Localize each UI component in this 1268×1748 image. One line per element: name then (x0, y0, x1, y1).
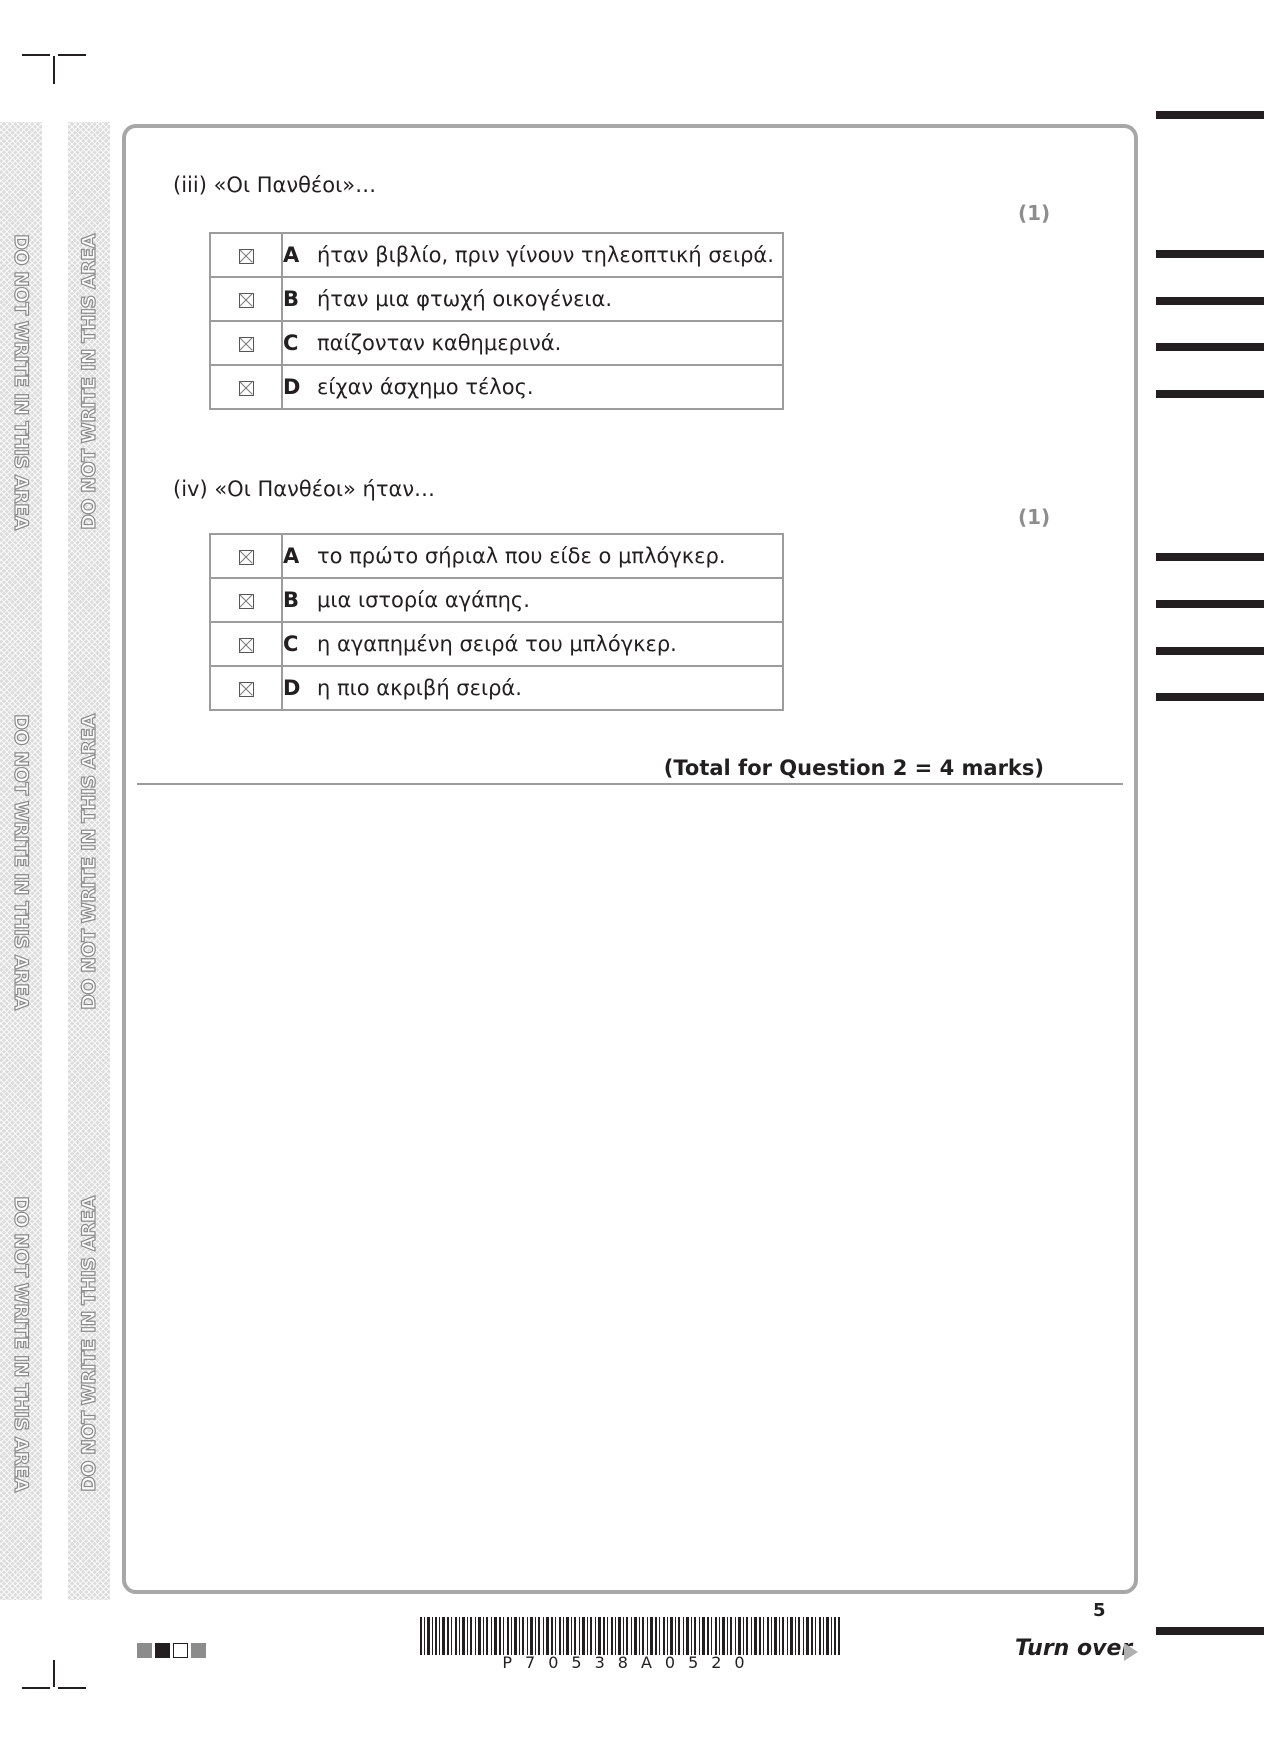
crop-mark (58, 1687, 86, 1689)
option-text: μια ιστορία αγάπης. (317, 588, 530, 612)
checkbox[interactable] (239, 337, 254, 352)
checkbox[interactable] (239, 293, 254, 308)
margin-warning: DO NOT WRITE IN THIS AREA (10, 714, 32, 1010)
margin-warning: DO NOT WRITE IN THIS AREA (10, 1196, 32, 1492)
checkbox[interactable] (239, 594, 254, 609)
checkbox[interactable] (239, 550, 254, 565)
option-row[interactable] (210, 321, 783, 365)
footer-square (155, 1643, 170, 1658)
option-text: είχαν άσχημο τέλος. (317, 375, 534, 399)
option-text: ήταν μια φτωχή οικογένεια. (317, 287, 613, 311)
margin-bar (1156, 553, 1264, 561)
footer-square (191, 1643, 206, 1658)
question-iii-marks: (1) (1018, 201, 1051, 225)
option-text: η πιο ακριβή σειρά. (317, 676, 522, 700)
footer-square (173, 1643, 188, 1658)
margin-bar (1156, 250, 1264, 258)
checkbox[interactable] (239, 682, 254, 697)
option-row[interactable] (210, 666, 783, 710)
option-row[interactable] (210, 534, 783, 578)
option-letter: D (283, 375, 301, 399)
arrow-right-icon (1124, 1643, 1138, 1661)
option-row[interactable] (210, 578, 783, 622)
option-row[interactable] (210, 622, 783, 666)
margin-warning: DO NOT WRITE IN THIS AREA (78, 1196, 100, 1492)
crop-mark (58, 54, 86, 56)
crop-mark (53, 1660, 55, 1687)
margin-bar (1156, 297, 1264, 305)
option-letter: D (283, 676, 301, 700)
crop-mark (22, 1687, 50, 1689)
page-number: 5 (1093, 1600, 1106, 1621)
crop-mark (22, 54, 50, 56)
option-row[interactable] (210, 233, 783, 277)
option-letter: C (283, 331, 299, 355)
checkbox[interactable] (239, 249, 254, 264)
crop-mark (53, 56, 55, 84)
option-letter: B (283, 588, 300, 612)
option-letter: A (283, 243, 300, 267)
option-letter: A (283, 544, 300, 568)
margin-bar (1156, 1627, 1264, 1635)
question-iii-prompt: (iii) «Οι Πανθέοι»… (173, 173, 377, 197)
margin-warning: DO NOT WRITE IN THIS AREA (78, 714, 100, 1010)
checkbox[interactable] (239, 638, 254, 653)
question-iii-options (209, 232, 784, 410)
turn-over-label: Turn over (1015, 1636, 1133, 1661)
option-letter: C (283, 632, 299, 656)
option-row[interactable] (210, 365, 783, 409)
question-total: (Total for Question 2 = 4 marks) (663, 756, 1044, 780)
footer-square (137, 1643, 152, 1658)
margin-bar (1156, 647, 1264, 655)
option-text: ήταν βιβλίο, πριν γίνουν τηλεοπτική σειρά. (317, 243, 774, 267)
margin-bar (1156, 693, 1264, 701)
margin-bar (1156, 600, 1264, 608)
divider (137, 783, 1123, 785)
option-text: η αγαπημένη σειρά του μπλόγκερ. (317, 632, 677, 656)
margin-warning: DO NOT WRITE IN THIS AREA (10, 234, 32, 530)
question-iv-prompt: (iv) «Οι Πανθέοι» ήταν… (173, 477, 436, 501)
option-text: το πρώτο σήριαλ που είδε ο μπλόγκερ. (317, 544, 726, 568)
barcode-number: P70538A0520 (502, 1653, 758, 1672)
option-row[interactable] (210, 277, 783, 321)
barcode (420, 1617, 840, 1655)
margin-bar (1156, 343, 1264, 351)
margin-bar (1156, 390, 1264, 398)
question-iv-options (209, 533, 784, 711)
question-iv-marks: (1) (1018, 505, 1051, 529)
checkbox[interactable] (239, 381, 254, 396)
option-text: παίζονταν καθημερινά. (317, 331, 562, 355)
option-letter: B (283, 287, 300, 311)
margin-bar (1156, 111, 1264, 119)
margin-warning: DO NOT WRITE IN THIS AREA (78, 234, 100, 530)
